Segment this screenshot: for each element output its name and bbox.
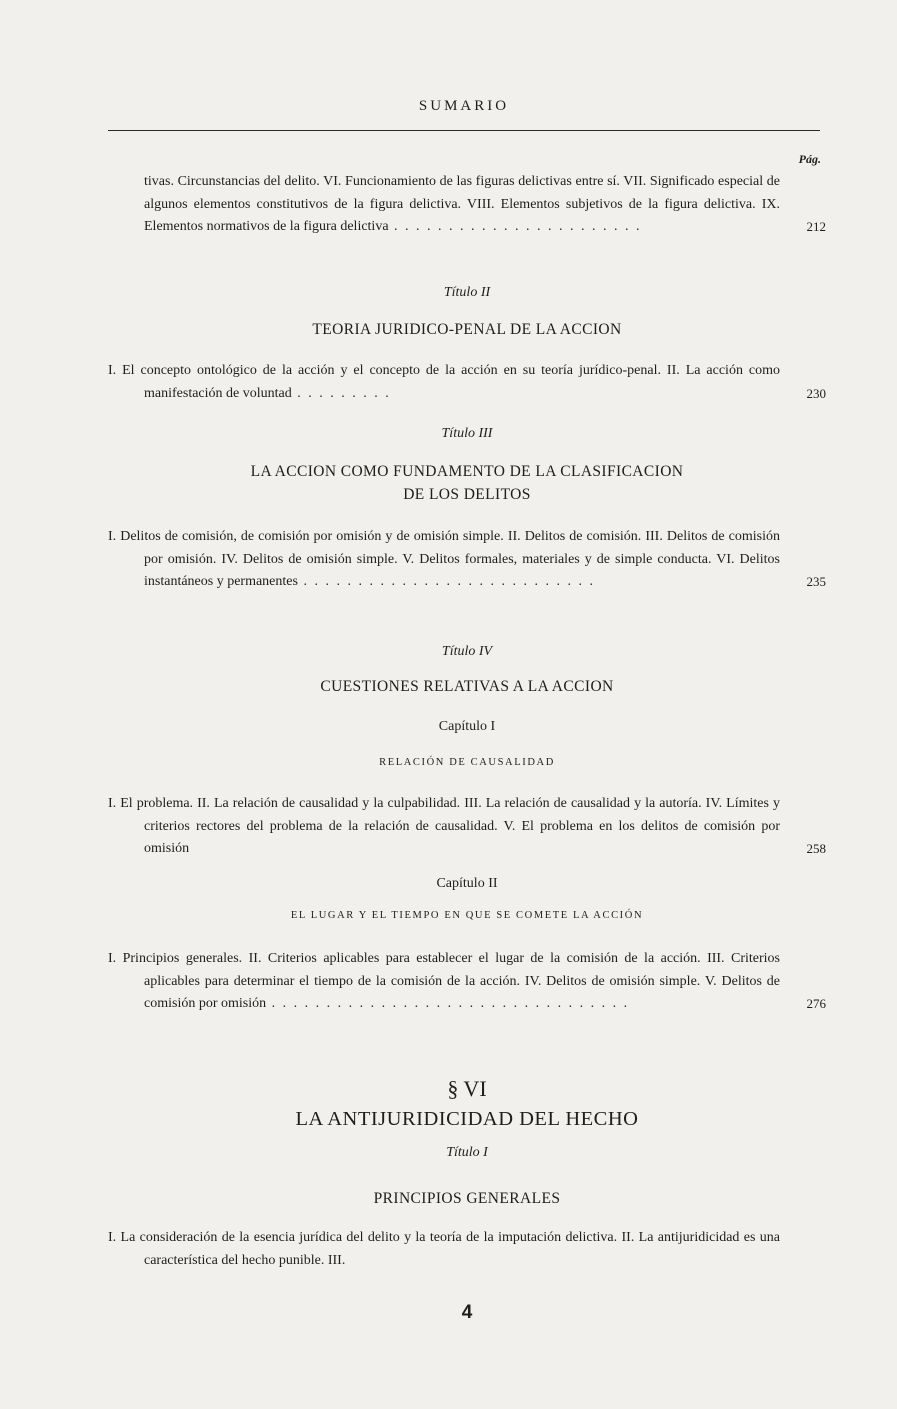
capitulo-heading: EL LUGAR Y EL TIEMPO EN QUE SE COMETE LA ACCIÓN: [290, 910, 644, 921]
toc-entry-page: 235: [806, 574, 826, 589]
titulo-heading: TEORIA JURIDICO-PENAL DE LA ACCION: [312, 321, 622, 338]
toc-entry-text: I. El problema. II. La relación de causalidad y la culpabilidad. III. La relación de causalidad y la autoría. IV. Límites y criterios rectores del problema de la relación de causalidad. V. El problema en los delitos de comisión por omisión: [108, 796, 780, 856]
toc-entry-text: I. La consideración de la esencia jurídica del delito y la teoría de la imputación delictiva. II. La antijuridicidad es una característica del hecho punible. III.: [108, 1230, 780, 1268]
toc-entry-text: tivas. Circunstancias del delito. VI. Funcionamiento de las figuras delictivas entre sí. VII. Significado especial de algunos elementos constitutivos de la figura delictiva. VIII. Elementos subjetivos de la figura delictiva. IX. Elementos normativos de la figura delictiva: [144, 174, 780, 234]
dot-leader: . . . . . . . . . . . . . . . . . . . . . . .: [388, 219, 642, 234]
page-header-title: SUMARIO: [418, 98, 510, 114]
toc-entry-page: 212: [806, 219, 826, 234]
page-column-label: Pág.: [798, 152, 821, 166]
header-rule: [108, 130, 820, 131]
titulo-heading-line-1: LA ACCION COMO FUNDAMENTO DE LA CLASIFICACION: [250, 463, 684, 480]
titulo-heading-line-2: DE LOS DELITOS: [403, 486, 531, 503]
titulo-label: Título I: [446, 1145, 488, 1160]
capitulo-heading: RELACIÓN DE CAUSALIDAD: [379, 757, 555, 768]
toc-entry: [108, 526, 826, 594]
titulo-heading: CUESTIONES RELATIVAS A LA ACCION: [320, 678, 614, 695]
dot-leader: . . . . . . . . . . . . . . . . . . . . . . . . . . .: [297, 574, 595, 589]
titulo-label: Título II: [443, 285, 491, 300]
section-title: LA ANTIJURIDICIDAD DEL HECHO: [295, 1108, 639, 1130]
toc-entry-page: 276: [806, 996, 826, 1011]
toc-entry-page: 258: [806, 841, 826, 856]
capitulo-label: Capítulo I: [438, 719, 496, 734]
toc-entry-continuation: [144, 171, 826, 239]
dot-leader: . . . . . . . . .: [291, 385, 391, 401]
toc-entry: [108, 948, 826, 1016]
toc-entry: [108, 360, 826, 405]
capitulo-label: Capítulo II: [436, 876, 498, 891]
toc-entry-text: I. El concepto ontológico de la acción y el concepto de la acción en su teoría jurídico-penal. II. La acción como manifestación de voluntad: [108, 363, 780, 401]
titulo-label: Título III: [441, 426, 493, 441]
toc-entry-text: I. Principios generales. II. Criterios aplicables para establecer el lugar de la comisión de la acción. III. Criterios aplicables para determinar el tiempo de la comisión de la acción. IV. Delitos de omisión simple. V. Delitos de comisión por omisión: [108, 951, 780, 1011]
toc-entry-page: 230: [806, 385, 826, 401]
page-number: 4: [461, 1302, 473, 1323]
toc-entry: [108, 1227, 826, 1272]
titulo-heading: PRINCIPIOS GENERALES: [373, 1190, 561, 1207]
toc-entry: [108, 793, 826, 861]
toc-entry-text: I. Delitos de comisión, de comisión por omisión y de omisión simple. II. Delitos de comisión. III. Delitos de comisión por omisión. IV. Delitos de omisión simple. V. Delitos formales, materiales y de simple conducta. VI. Delitos instantáneos y permanentes: [108, 529, 780, 589]
titulo-label: Título IV: [441, 644, 493, 659]
dot-leader: . . . . . . . . . . . . . . . . . . . . . . . . . . . . . . . . .: [266, 996, 630, 1011]
section-mark: § VI: [447, 1076, 487, 1101]
